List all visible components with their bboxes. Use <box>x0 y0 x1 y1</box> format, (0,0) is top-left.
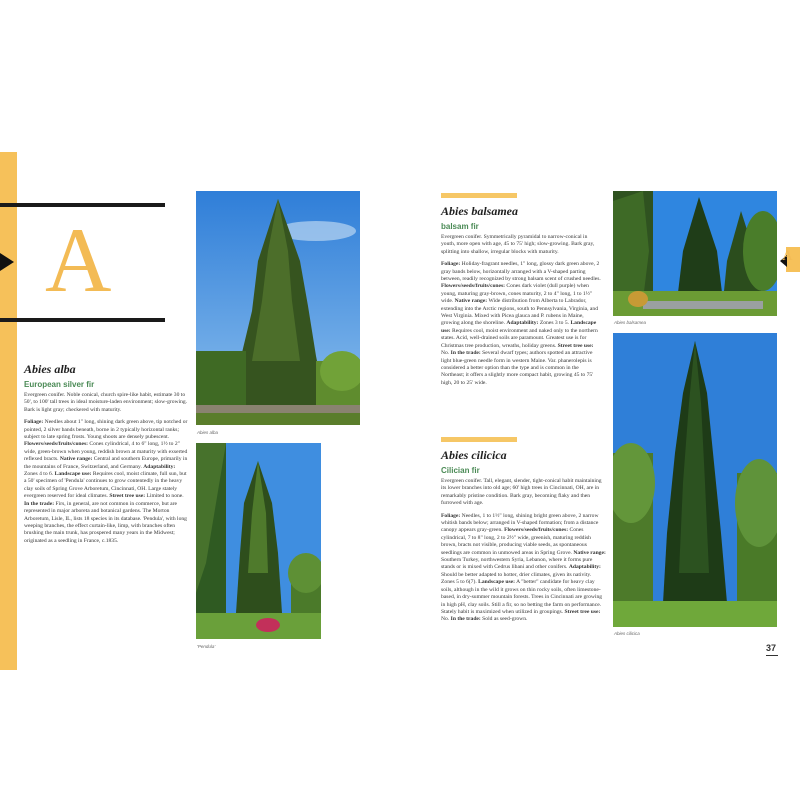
common-name: European silver fir <box>24 380 95 389</box>
entry-accent-stripe <box>441 193 517 198</box>
photo-pendula <box>196 443 321 639</box>
detail-label: Street tree use: <box>109 493 146 500</box>
chapter-rule-bottom <box>0 318 165 322</box>
detail-label: Native range: <box>454 298 488 305</box>
detail-text: Requires cool, moist environment and naked only to the northern states. Acid, well-drained soils are paramount. Greatest use is for Christmas tree production, wreaths, holiday greens. <box>441 327 598 349</box>
detail-label: Flowers/seeds/fruits/cones: <box>441 283 506 290</box>
chapter-letter: A <box>45 209 112 311</box>
detail-text: Cones dark violet (dull purple) when young, maturing gray-brown, cones maturity, 2 to 4" long, 1 to 1½" wide. <box>441 283 593 305</box>
detail-text: Southern Turkey, northwestern Syria, Lebanon, where it forms pure stands or is mixed with Cedrus libani and other conifers. <box>441 557 593 571</box>
detail-label: In the trade: <box>450 350 481 357</box>
detail-text: Holiday-fragrant needles, 1" long, glossy dark green above, 2 gray bands below, horizontally arranged with a V-shaped parting between, readily recognized by strong balsam scent of crushed needles. <box>441 261 601 283</box>
detail-label: Adaptability: <box>568 564 601 571</box>
entry-abies-balsamea <box>441 204 601 387</box>
detail-text: Should be better adapted to hotter, drier climates, given its nativity. Zones 5 to 6(7). <box>441 571 592 586</box>
common-name: balsam fir <box>441 222 479 231</box>
detail-label: Native range: <box>59 456 93 463</box>
detail-label: In the trade: <box>450 616 481 623</box>
detail-text: Requires cool, moist climate, full sun, but a 50' specimen of 'Pendula' continues to grow contentedly in the heavy clay soils of Spring Grove Arboretum, Cincinnati, OH. Large stately evergreen reserved for ideal climates. <box>24 471 187 500</box>
page-number: 37 <box>766 643 777 653</box>
detail-text: Several dwarf types; authors spotted an attractive light blue-green needle form in western Maine. Var. phanerolepis is considered a better option than the type and is common in the Northeast; it offers a slightly more compact habit, growing 45 to 75' high, 20 to 25' wide. <box>441 350 594 386</box>
photo-abies-cilicica <box>613 333 777 627</box>
species-name: Abies cilicica <box>441 448 507 462</box>
detail-text: Firs, in general, are not common in commerce, but are represented in major arboreta and botanical gardens. The Morton Arboretum, Lisle, IL, lists 18 species in its database. 'Pendula', with long weeping branches, the effect curtain-like, limp, with branches often brushing the main trunk, has prospered many years in the Midwest; originated as a seedling in France, c.1835. <box>24 500 187 544</box>
entry-details <box>24 419 190 545</box>
detail-text: Limited to none. <box>145 493 184 500</box>
detail-label: Street tree use: <box>557 342 594 349</box>
detail-label: Landscape use: <box>441 320 597 334</box>
detail-text: No. <box>441 616 451 623</box>
detail-label: Flowers/seeds/fruits/cones: <box>24 441 89 448</box>
entry-intro: Evergreen conifer. Symmetrically pyramidal to narrow-conical in youth, more open with age, 45 to 75' high; slow-growing. Bark gray, splitting into shallow, irregular blocks with maturity. <box>441 234 595 255</box>
detail-label: Flowers/seeds/fruits/cones: <box>504 527 569 534</box>
chapter-arrow-icon <box>0 253 14 271</box>
photo-caption: Abies balsamea <box>614 320 647 325</box>
chapter-tab-left <box>0 152 17 670</box>
detail-text: Wide distribution from Alberta to Labrador, extending into the Arctic regions, south to Pennsylvania, Virginia, and West Virginia. Mixed with Picea glauca and P. rubens in Maine, growing along the shoreline. <box>441 298 598 327</box>
detail-label: In the trade: <box>24 500 55 507</box>
entry-abies-alba <box>24 362 190 545</box>
species-name: Abies alba <box>24 362 76 376</box>
entry-details <box>441 513 606 624</box>
detail-label: Native range: <box>573 549 606 556</box>
chapter-rule-top <box>0 203 165 207</box>
detail-text: Zones 3 to 5. <box>538 320 571 327</box>
detail-text: No. <box>441 350 451 357</box>
detail-text: Central and southern Europe, primarily in the mountains of France, Switzerland, and Germany. <box>24 456 188 470</box>
photo-caption: Abies alba <box>197 430 219 435</box>
detail-label: Adaptability: <box>143 463 176 470</box>
photo-caption: 'Pendula' <box>197 644 216 649</box>
detail-label: Adaptability: <box>506 320 539 327</box>
detail-text: A "better" candidate for heavy clay soils, although in the wild it grows on thin rocky soils, often limestone-based, in dry-summer mountain forests. Trees in Cincinnati are growing in high pH, clay soils. Still a fir, so no betting the farm on performance. Stately habit is maximized when utilized in groupings. <box>441 579 603 615</box>
detail-label: Street tree use: <box>564 608 601 615</box>
detail-label: Foliage: <box>441 512 461 519</box>
species-name: Abies balsamea <box>441 204 518 218</box>
entry-details <box>441 261 601 387</box>
detail-text: Needles about 1" long, shining dark green above, tip notched or pointed, 2 silver bands beneath, borne in 2 typically horizontal ranks; subject to late spring frosts. Young shoots are densely pubescent. <box>24 419 188 441</box>
detail-label: Landscape use: <box>54 471 92 478</box>
entry-intro: Evergreen conifer. Tall, elegant, slender, tight-conical habit maintaining its lower branches into old age; 60' high trees in Cincinnati, OH, are in remarkably pristine condition. Bark gray, becoming flaky and then furrowed with age. <box>441 478 602 507</box>
photo-abies-alba <box>196 191 360 425</box>
detail-label: Foliage: <box>24 419 44 426</box>
photo-caption: Abies cilicica <box>614 631 640 636</box>
detail-text: Sold as seed-grown. <box>480 616 528 623</box>
chapter-tab-letter: A <box>782 248 793 264</box>
entry-accent-stripe <box>441 437 517 442</box>
detail-text: Needles, 1 to 1½" long, shining bright green above, 2 narrow whitish bands below; arranged in V-shaped formation; from a distance canopy appears gray-green. <box>441 512 599 534</box>
entry-abies-cilicica <box>441 448 606 624</box>
photo-abies-balsamea <box>613 191 777 316</box>
detail-text: Cones cylindrical, 4 to 6" long, 1½ to 2" wide, green-brown when young, reddish brown at maturity with exserted reflexed bracts. <box>24 441 188 463</box>
detail-label: Foliage: <box>441 261 461 268</box>
detail-text: Cones cylindrical, 7 to 8" long, 2 to 2½" wide, greenish, maturing reddish brown, bracts not visible, producing viable seeds, as spontaneous seedlings are common in unmowed areas in Spring Grove. <box>441 527 591 556</box>
common-name: Cilician fir <box>441 466 480 475</box>
detail-label: Landscape use: <box>478 579 515 586</box>
detail-text: Zones 4 to 6. <box>24 471 55 478</box>
page-number-underline <box>766 655 778 656</box>
entry-intro: Evergreen conifer. Noble conical, church spire-like habit, estimate 30 to 50', to 100' tall trees in ideal moisture-laden environment; slow-growing. Bark is light gray; checkered with maturity. <box>24 392 188 413</box>
